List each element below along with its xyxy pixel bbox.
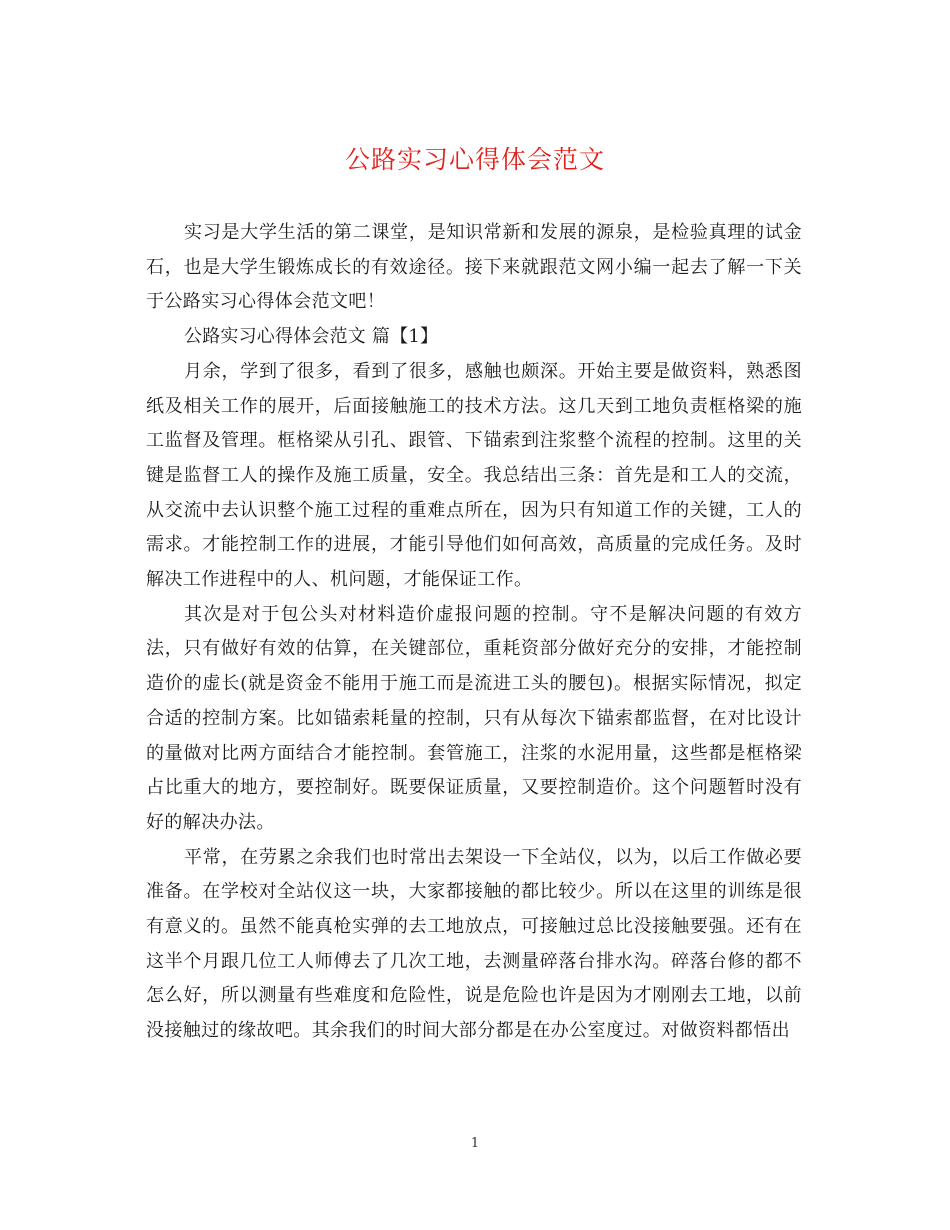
document-title: 公路实习心得体会范文	[344, 145, 605, 174]
intro-paragraph: 实习是大学生活的第二课堂，是知识常新和发展的源泉，是检验真理的试金石，也是大学生锻炼成长的有效途径。接下来就跟范文网小编一起去了解一下关于公路实习心得体会范文吧！	[146, 222, 802, 313]
section-heading: 公路实习心得体会范文 篇【1】	[184, 326, 439, 348]
body-paragraph: 其次是对于包公头对材料造价虚报问题的控制。守不是解决问题的有效方法，只有做好有效的估算，在关键部位，重耗资部分做好充分的安排，才能控制造价的虚长(就是资金不能用于施工而是流进工头的腰包)。根据实际情况，拟定合适的控制方案。比如锚索耗量的控制，只有从每次下锚索都监督，在对比设计的量做对比两方面结合才能控制。套管施工，注浆的水泥用量，这些都是框格梁占比重大的地方，要控制好。既要保证质量，又要控制造价。这个问题暂时没有好的解决办法。	[146, 603, 802, 833]
page-number: 1	[470, 1136, 480, 1151]
body-paragraph: 月余，学到了很多，看到了很多，感触也颇深。开始主要是做资料，熟悉图纸及相关工作的展开，后面接触施工的技术方法。这几天到工地负责框格梁的施工监督及管理。框格梁从引孔、跟管、下锚索到注浆整个流程的控制。这里的关键是监督工人的操作及施工质量，安全。我总结出三条：首先是和工人的交流，从交流中去认识整个施工过程的重难点所在，因为只有知道工作的关键，工人的需求。才能控制工作的进展，才能引导他们如何高效，高质量的完成任务。及时解决工作进程中的人、机问题，才能保证工作。	[146, 360, 802, 591]
body-paragraph: 平常，在劳累之余我们也时常出去架设一下全站仪，以为，以后工作做必要准备。在学校对全站仪这一块，大家都接触的都比较少。所以在这里的训练是很有意义的。虽然不能真枪实弹的去工地放点，可接触过总比没接触要强。还有在这半个月跟几位工人师傅去了几次工地，去测量碎落台排水沟。碎落台修的都不怎么好，所以测量有些难度和危险性，说是危险也许是因为才刚刚去工地，以前没接触过的缘故吧。其余我们的时间大部分都是在办公室度过。对做资料都悟出	[146, 846, 802, 1042]
document-body	[146, 216, 802, 1049]
